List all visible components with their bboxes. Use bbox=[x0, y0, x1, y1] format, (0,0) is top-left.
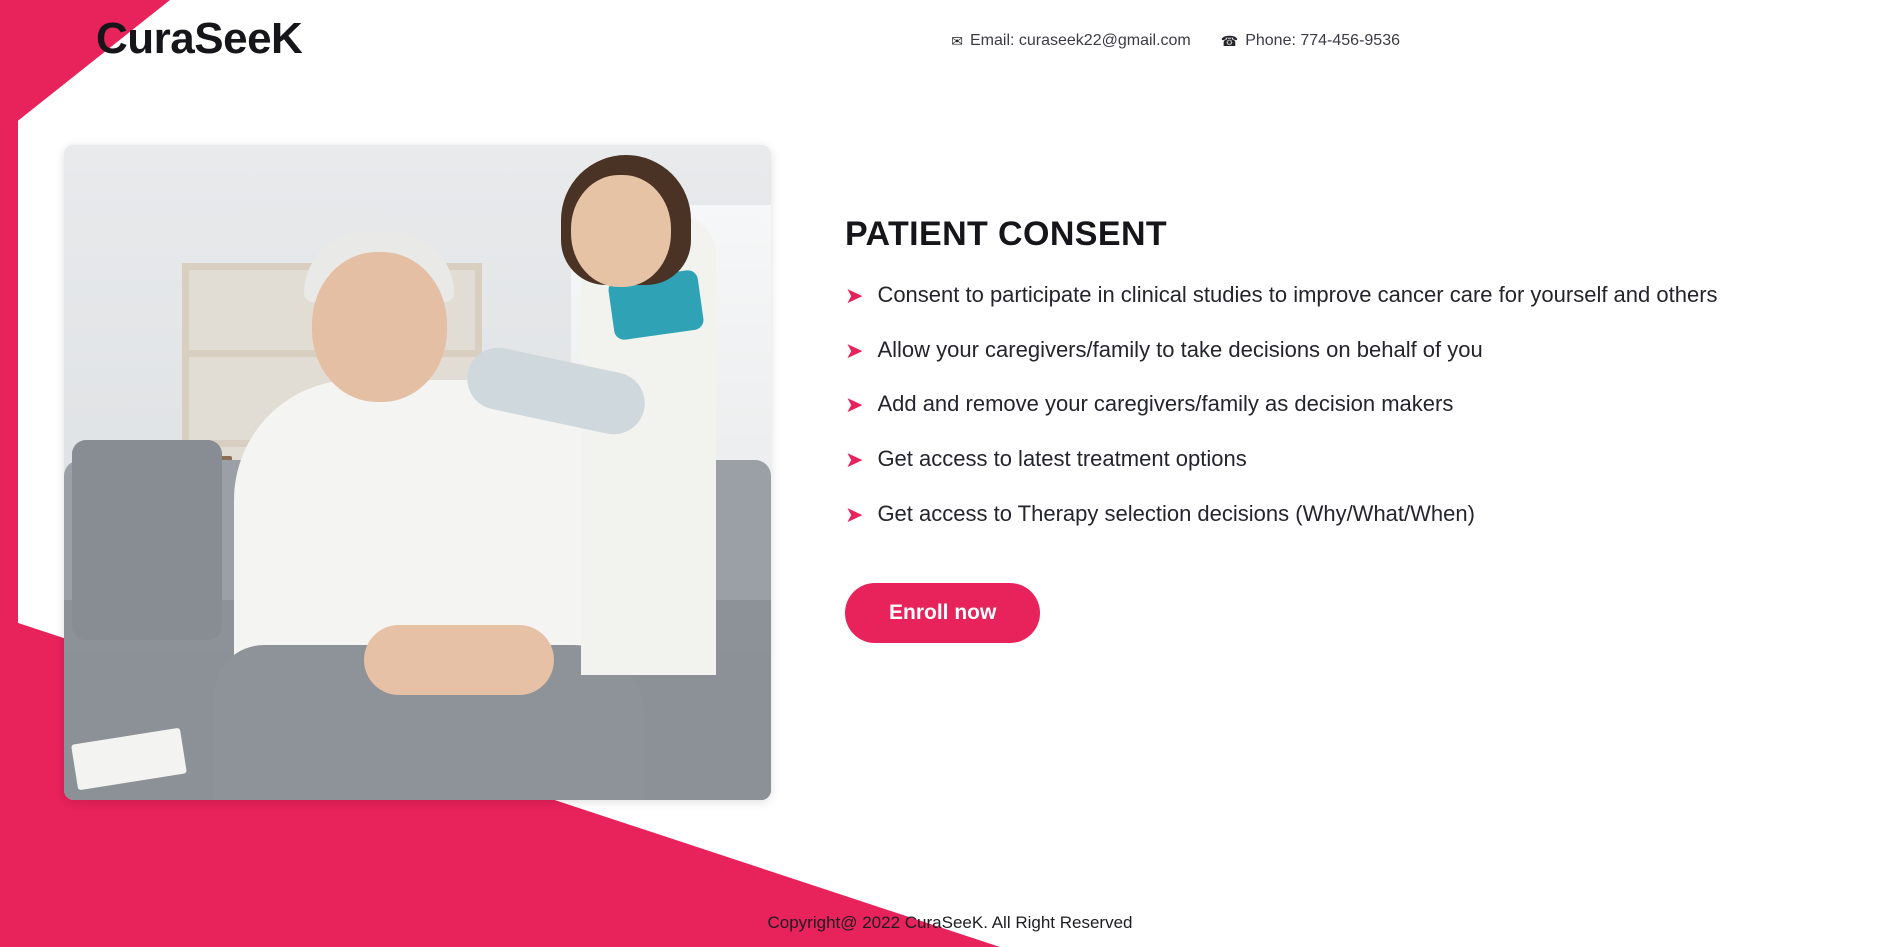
list-item bbox=[845, 280, 1805, 310]
phone-icon: ☎ bbox=[1220, 33, 1239, 49]
photo-nurse-head bbox=[571, 175, 671, 287]
contact-email[interactable] bbox=[951, 32, 1191, 50]
contact-bar bbox=[951, 32, 1400, 50]
page-title: PATIENT CONSENT bbox=[845, 215, 1168, 253]
photo-cushion-left bbox=[72, 440, 222, 640]
envelope-icon: ✉ bbox=[951, 33, 963, 49]
arrow-bullet-icon: ➤ bbox=[845, 447, 864, 473]
patient-photo bbox=[64, 145, 771, 800]
list-item-label: Get access to latest treatment options bbox=[877, 446, 1247, 472]
list-item-label: Consent to participate in clinical studies to improve cancer care for yourself and others bbox=[877, 282, 1718, 307]
list-item bbox=[845, 389, 1805, 419]
main-content bbox=[845, 215, 1805, 643]
photo-patient-head bbox=[312, 252, 447, 402]
list-item bbox=[845, 499, 1805, 529]
arrow-bullet-icon: ➤ bbox=[845, 392, 864, 418]
list-item-label: Add and remove your caregivers/family as decision makers bbox=[877, 391, 1454, 417]
list-item-label: Get access to Therapy selection decisions (Why/What/When) bbox=[877, 500, 1475, 526]
arrow-bullet-icon: ➤ bbox=[845, 283, 864, 308]
list-item bbox=[845, 335, 1805, 365]
list-item bbox=[845, 444, 1805, 474]
contact-phone-label: Phone: 774-456-9536 bbox=[1245, 32, 1400, 49]
brand-logo[interactable]: CuraSeeK bbox=[96, 14, 303, 63]
arrow-bullet-icon: ➤ bbox=[845, 337, 864, 363]
arrow-bullet-icon: ➤ bbox=[845, 501, 864, 527]
list-item-label: Allow your caregivers/family to take decisions on behalf of you bbox=[877, 336, 1483, 362]
footer-copyright: Copyright@ 2022 CuraSeeK. All Right Reserved bbox=[767, 913, 1133, 932]
contact-phone[interactable] bbox=[1221, 32, 1400, 50]
benefits-list bbox=[845, 280, 1805, 528]
enroll-now-button[interactable]: Enroll now bbox=[845, 583, 1040, 643]
photo-patient-arm bbox=[364, 625, 554, 695]
contact-email-label: Email: curaseek22@gmail.com bbox=[969, 32, 1191, 49]
